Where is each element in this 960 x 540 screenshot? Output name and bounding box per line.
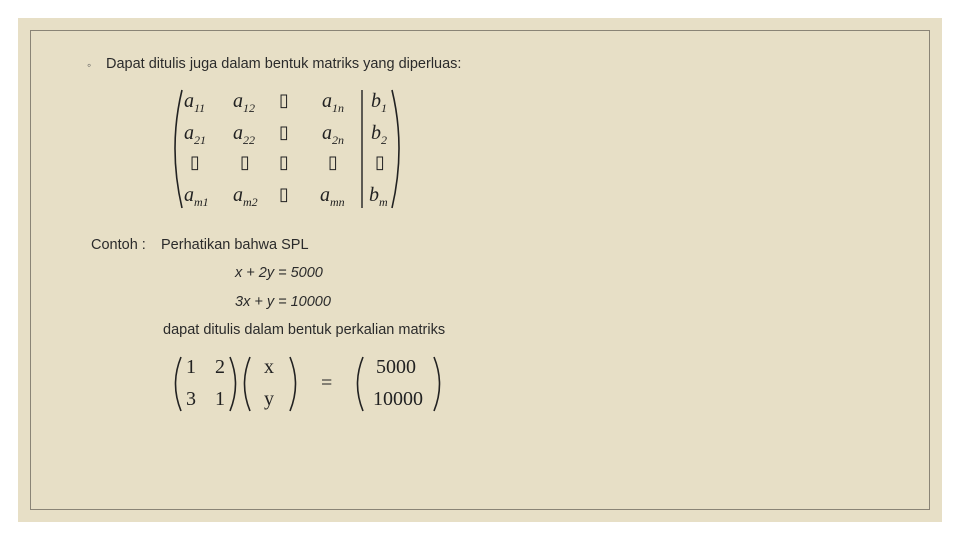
- coef-a21: 3: [186, 388, 196, 410]
- example-intro: Perhatikan bahwa SPL: [161, 237, 309, 253]
- matrix-entry-a11: $a_{11}$: [184, 90, 206, 115]
- equals-sign: =: [321, 372, 333, 394]
- variable-x: x: [264, 356, 274, 378]
- matrix-entry-bm: $b_m$: [369, 184, 388, 209]
- matrix-entry-b2: $b_2$: [371, 122, 387, 147]
- coef-a11: 1: [186, 356, 196, 378]
- coef-a22: 1: [215, 388, 225, 410]
- matrix-entry-a12: $a_{12}$: [233, 90, 255, 115]
- matrix-entry-amn: $a_{mn}$: [320, 184, 345, 209]
- example-outro: dapat ditulis dalam bentuk perkalian matriks: [163, 322, 446, 338]
- placeholder-glyph: ▯: [375, 152, 385, 173]
- equation-1: x + 2y = 5000: [235, 265, 323, 281]
- coef-a12: 2: [215, 356, 225, 378]
- placeholder-glyph: ▯: [279, 152, 289, 173]
- constant-1: 5000: [376, 356, 416, 378]
- matrix-entry-am2: $a_{m2}$: [233, 184, 258, 209]
- placeholder-glyph: ▯: [328, 152, 338, 173]
- example-label: Contoh :: [91, 237, 146, 253]
- matrix-entry-a2n: $a_{2n}$: [322, 122, 344, 147]
- matrix-entry-am1: $a_{m1}$: [184, 184, 209, 209]
- placeholder-glyph: ▯: [279, 90, 289, 111]
- placeholder-glyph: ▯: [279, 122, 289, 143]
- constant-2: 10000: [373, 388, 423, 410]
- matrix-entry-a22: $a_{22}$: [233, 122, 255, 147]
- placeholder-glyph: ▯: [279, 184, 289, 205]
- equation-2: 3x + y = 10000: [235, 294, 331, 310]
- bullet-text: Dapat ditulis juga dalam bentuk matriks yang diperluas:: [106, 56, 462, 72]
- placeholder-glyph: ▯: [190, 152, 200, 173]
- matrix-entry-a1n: $a_{1n}$: [322, 90, 344, 115]
- bullet-icon: ◦: [87, 58, 92, 72]
- placeholder-glyph: ▯: [240, 152, 250, 173]
- matrix-entry-a21: $a_{21}$: [184, 122, 206, 147]
- matrix-entry-b1: $b_1$: [371, 90, 387, 115]
- variable-y: y: [264, 388, 274, 410]
